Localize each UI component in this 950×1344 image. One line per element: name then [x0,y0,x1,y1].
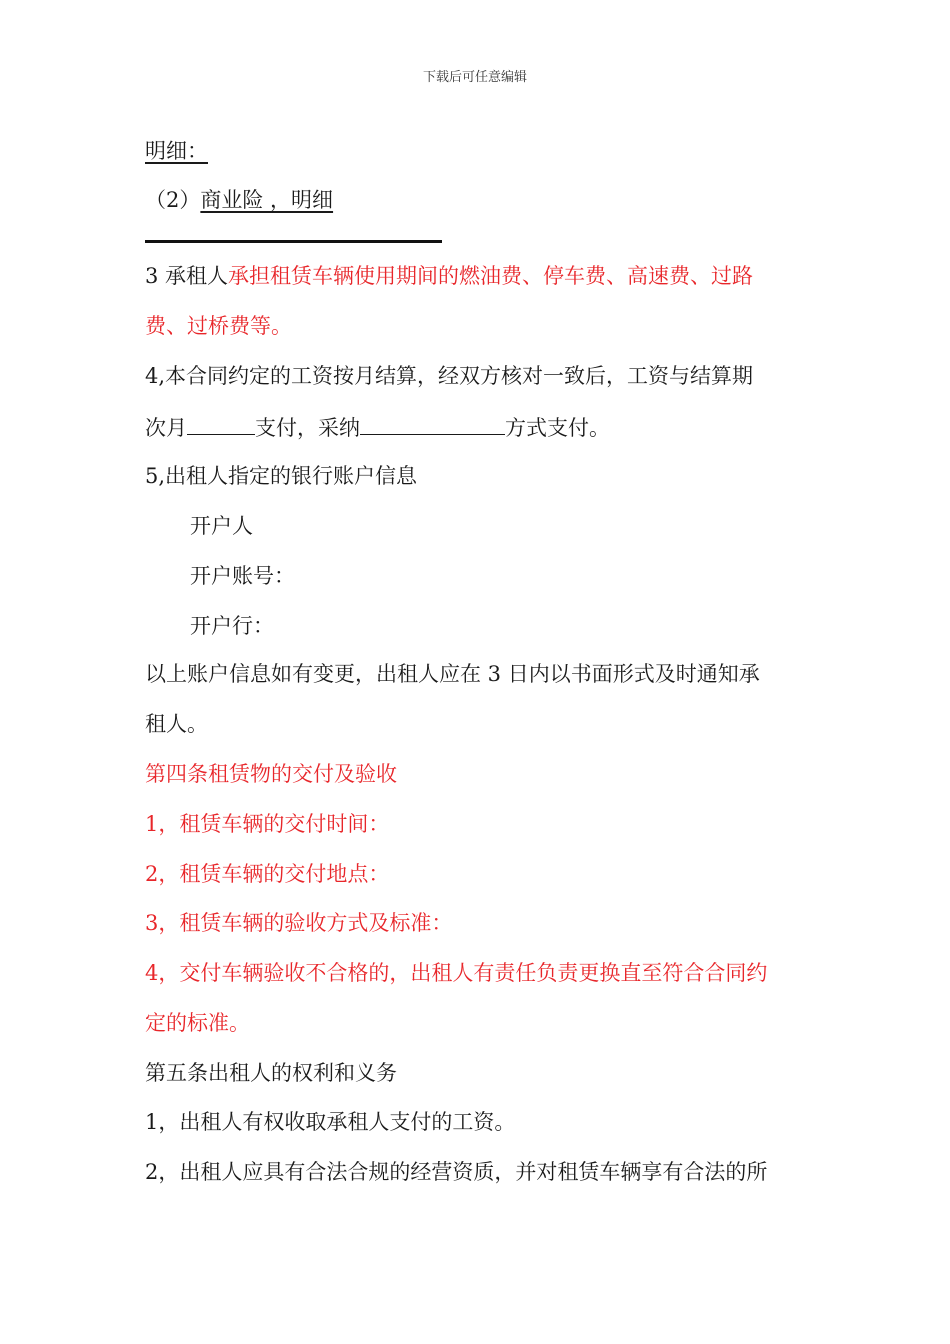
clause-5-line: 5,出租人指定的银行账户信息 [145,464,418,488]
commercial-insurance-text: 商业险 ，明细 [200,188,334,212]
account-number-label: 开户账号： [190,564,295,588]
blank-rule [145,240,442,243]
clause-3-lead: 3 承租人 [145,264,229,288]
article-4-item-1: 1，租赁车辆的交付时间： [145,812,390,836]
clause-3-cont: 费、过桥费等。 [145,314,292,338]
payment-day-blank [187,412,255,435]
payment-method-label: 支付，采纳 [255,416,360,440]
payment-method-blank [360,412,505,435]
article-5-item-2: 2，出租人应具有合法合规的经营资质，并对租赁车辆享有合法的所 [145,1160,768,1184]
article-4-heading: 第四条租赁物的交付及验收 [145,762,397,786]
account-holder-label: 开户人 [190,514,253,538]
clause-3-line [145,262,753,290]
article-4-item-4-cont: 定的标准。 [145,1011,250,1035]
item-number: （2） [145,188,201,212]
page-header: 下载后可任意编辑 [422,70,527,85]
article-5-item-1: 1，出租人有权收取承租人支付的工资。 [145,1110,516,1134]
account-bank-label: 开户行： [190,614,274,638]
commercial-insurance-line [145,186,333,214]
account-change-line: 以上账户信息如有变更，出租人应在 3 日内以书面形式及时通知承 [145,662,760,686]
payment-month-label: 次月 [145,416,187,440]
clause-3-red: 承担租赁车辆使用期间的燃油费、停车费、高速费、过路 [228,264,754,288]
article-5-heading: 第五条出租人的权利和义务 [145,1061,397,1085]
detail-label: 明细： [145,139,208,163]
account-change-cont: 租人。 [145,712,208,736]
article-4-item-3: 3，租赁车辆的验收方式及标准： [145,911,453,935]
article-4-item-2: 2，租赁车辆的交付地点： [145,862,390,886]
clause-4-payment-line [145,412,610,442]
payment-method-suffix: 方式支付。 [505,416,610,440]
clause-4-line: 4,本合同约定的工资按月结算，经双方核对一致后，工资与结算期 [145,364,754,388]
article-4-item-4: 4，交付车辆验收不合格的，出租人有责任负责更换直至符合合同约 [145,961,768,985]
